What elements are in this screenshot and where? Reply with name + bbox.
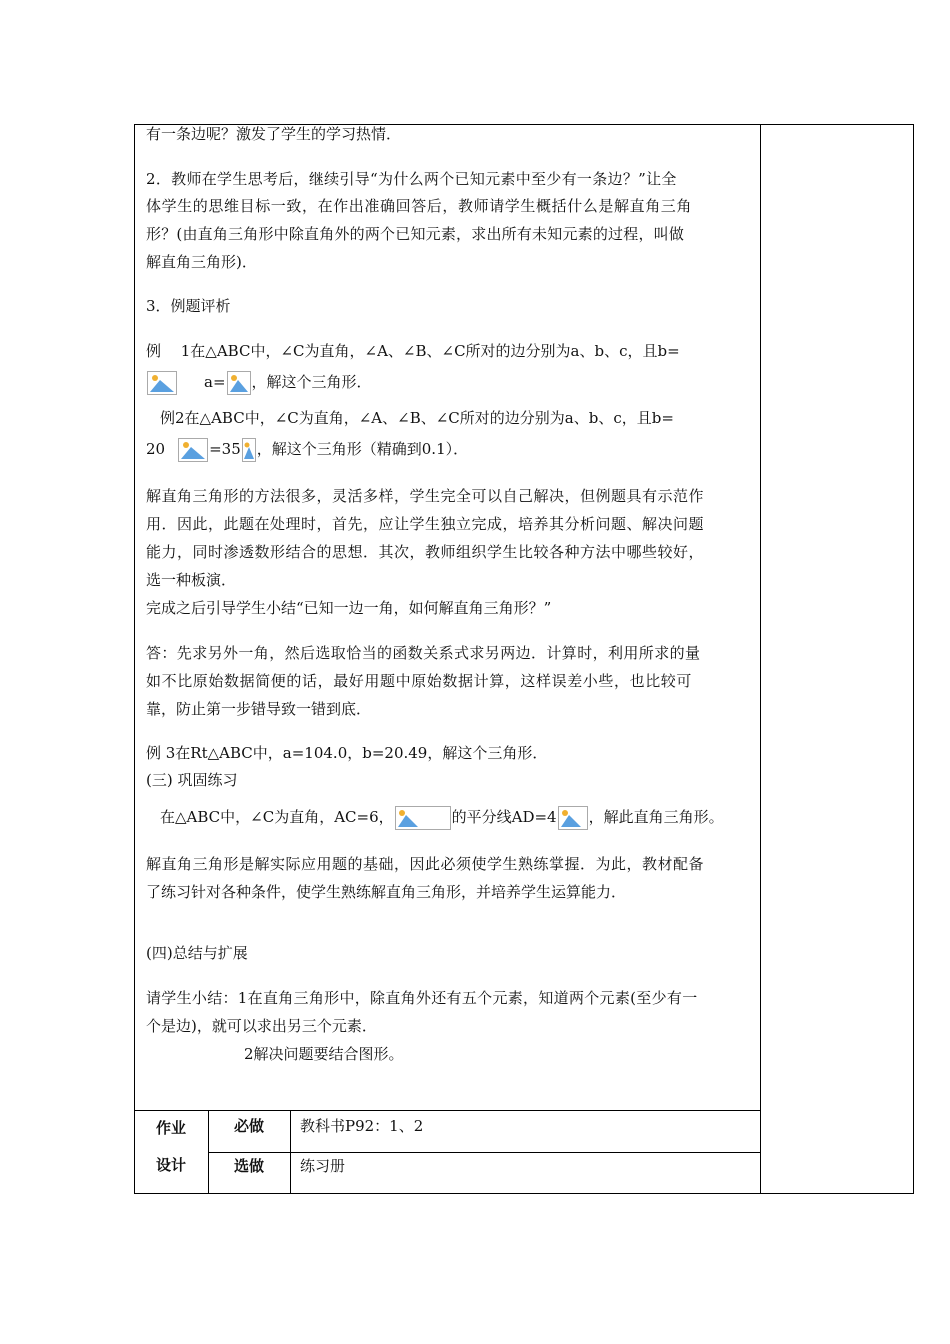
- required-value: 教科书P92：1、2: [300, 1117, 424, 1135]
- text-line: 解直角三角形的方法很多，灵活多样，学生完全可以自己解决，但例题具有示范作: [146, 487, 705, 505]
- formula-image-icon: [395, 806, 451, 830]
- text-line: 个是边)，就可以求出另三个元素．: [146, 1017, 377, 1035]
- practice-text: 在△ABC中，∠C为直角，AC=6， 的平分线AD=4 ，解此直角三角形。: [160, 806, 724, 830]
- text-line: 完成之后引导学生小结“已知一边一角，如何解直角三角形？”: [146, 599, 552, 617]
- formula-image-icon: [558, 806, 588, 830]
- text-line: 形？(由直角三角形中除直角外的两个已知元素，求出所有未知元素的过程，叫做: [146, 225, 685, 243]
- text-line: 了练习针对各种条件，使学生熟练解直角三角形，并培养学生运算能力．: [146, 883, 627, 901]
- text-line: 用．因此，此题在处理时，首先，应让学生独立完成，培养其分析问题、解决问题: [146, 515, 705, 533]
- text-line: 选一种板演．: [146, 571, 237, 589]
- text-line: 能力，同时渗透数形结合的思想．其次，教师组织学生比较各种方法中哪些较好，: [146, 543, 705, 561]
- text-line: 2解决问题要结合图形。: [244, 1045, 404, 1063]
- text-line: 2．教师在学生思考后，继续引导“为什么两个已知元素中至少有一条边？”让全: [146, 170, 677, 188]
- right-column-divider: [760, 124, 761, 1194]
- example-3-text: 例 3在Rt△ABC中，a=104.0，b=20.49，解这个三角形．: [146, 744, 548, 762]
- required-label: 必做: [234, 1117, 265, 1135]
- homework-type-divider: [290, 1110, 291, 1194]
- text-line: 体学生的思维目标一致，在作出准确回答后，教师请学生概括什么是解直角三角: [146, 197, 693, 215]
- formula-image-icon: [178, 438, 208, 462]
- text-line: 靠，防止第一步错导致一错到底．: [146, 700, 372, 718]
- text-line: 有一条边呢？激发了学生的学习热情．: [146, 125, 402, 143]
- formula-image-icon: [227, 371, 251, 395]
- example-1-line2: a= ，解这个三角形．: [146, 371, 372, 395]
- optional-value: 练习册: [300, 1157, 346, 1175]
- optional-label: 选做: [234, 1157, 265, 1175]
- section-heading: (三) 巩固练习: [146, 771, 238, 789]
- homework-label: 设计: [156, 1156, 187, 1174]
- text-line: 解直角三角形)．: [146, 253, 257, 271]
- text-line: 如不比原始数据简便的话，最好用题中原始数据计算，这样误差小些，也比较可: [146, 672, 693, 690]
- formula-image-icon: [242, 438, 256, 462]
- example-2-line2: 20 =35 ，解这个三角形（精确到0.1）．: [146, 438, 468, 462]
- homework-label-divider: [208, 1110, 209, 1194]
- text-line: 答：先求另外一角，然后选取恰当的函数关系式求另两边．计算时，利用所求的量: [146, 644, 701, 662]
- section-heading: (四)总结与扩展: [146, 944, 248, 962]
- text-line: 请学生小结：1在直角三角形中，除直角外还有五个元素，知道两个元素(至少有一: [146, 989, 698, 1007]
- text-line: 解直角三角形是解实际应用题的基础，因此必须使学生熟练掌握．为此，教材配备: [146, 855, 705, 873]
- homework-label: 作业: [156, 1119, 187, 1137]
- text-line: 3．例题评析: [146, 297, 231, 315]
- homework-top-border: [134, 1110, 760, 1111]
- example-2-text: 例2在△ABC中，∠C为直角，∠A、∠B、∠C所对的边分别为a、b、c，且b=: [160, 409, 674, 427]
- example-1-text: 例 1在△ABC中，∠C为直角，∠A、∠B、∠C所对的边分别为a、b、c，且b=: [146, 342, 680, 360]
- formula-image-icon: [147, 371, 177, 395]
